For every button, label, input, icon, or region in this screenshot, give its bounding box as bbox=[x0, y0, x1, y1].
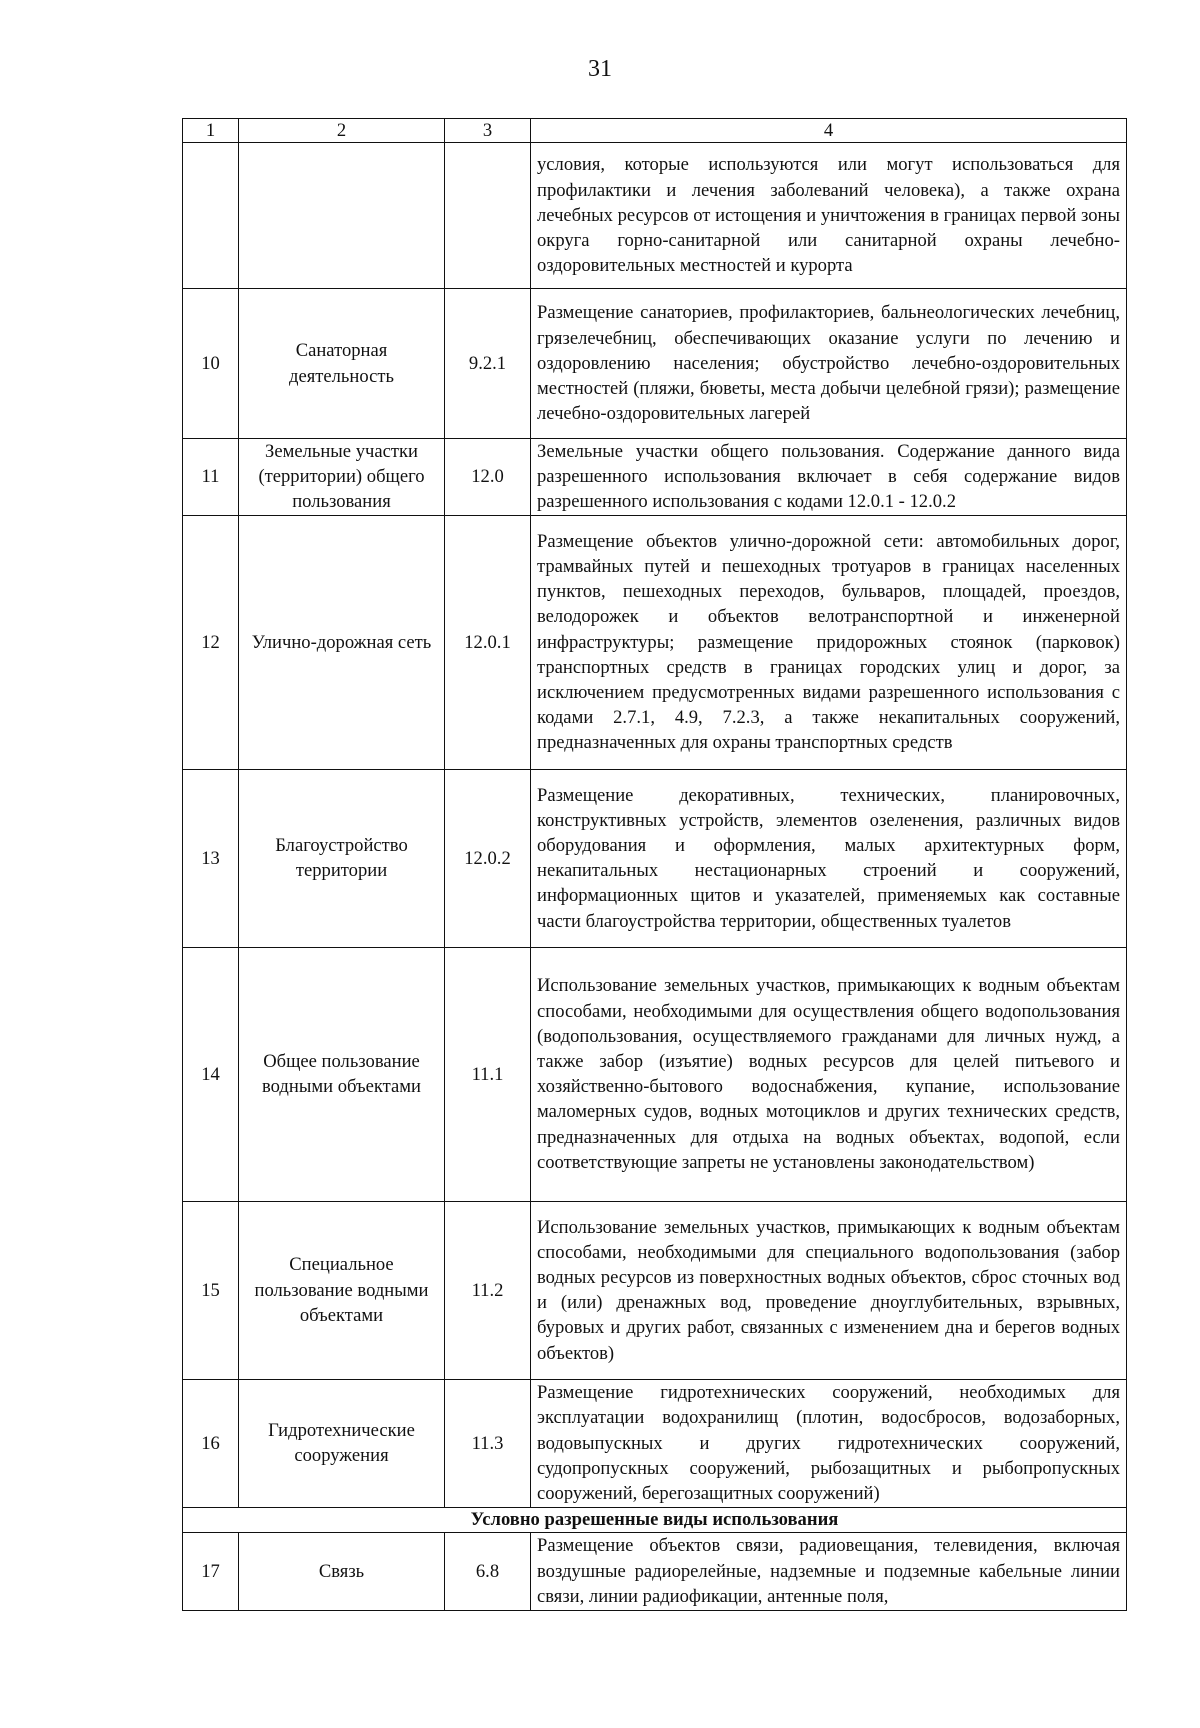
table-row bbox=[183, 1379, 1127, 1507]
row-number: 15 bbox=[183, 1201, 239, 1379]
row-number: 12 bbox=[183, 515, 239, 769]
row-description: условия, которые используются или могут использоваться для профилактики и лечения заболеваний человека), а также охрана лечебных ресурсов от истощения и уничтожения в границах первой зоны округа горно-санитарной или санитарной охраны лечебно-оздоровительных местностей и курорта bbox=[531, 143, 1127, 289]
row-number: 16 bbox=[183, 1379, 239, 1507]
section-row bbox=[183, 1507, 1127, 1532]
row-description: Размещение декоративных, технических, планировочных, конструктивных устройств, элементов озеленения, различных видов оборудования и оформления, малых архитектурных форм, некапитальных нестационарных строений и сооружений, информационных щитов и указателей, применяемых как составные части благоустройства территории, общественных туалетов bbox=[531, 769, 1127, 947]
row-name: Земельные участки (территории) общего пользования bbox=[239, 439, 445, 516]
row-name bbox=[239, 143, 445, 289]
row-code: 12.0 bbox=[445, 439, 531, 516]
row-code: 6.8 bbox=[445, 1532, 531, 1610]
header-col-4: 4 bbox=[531, 119, 1127, 143]
table-row-continuation bbox=[183, 143, 1127, 289]
row-number: 14 bbox=[183, 947, 239, 1201]
table-row bbox=[183, 947, 1127, 1201]
row-number: 13 bbox=[183, 769, 239, 947]
header-row bbox=[183, 119, 1127, 143]
row-number: 10 bbox=[183, 289, 239, 439]
row-code: 11.2 bbox=[445, 1201, 531, 1379]
row-code bbox=[445, 143, 531, 289]
row-number: 17 bbox=[183, 1532, 239, 1610]
row-code: 11.3 bbox=[445, 1379, 531, 1507]
row-code: 9.2.1 bbox=[445, 289, 531, 439]
table-row bbox=[183, 1201, 1127, 1379]
row-description: Земельные участки общего пользования. Содержание данного вида разрешенного использования включает в себя содержание видов разрешенного использования с кодами 12.0.1 - 12.0.2 bbox=[531, 439, 1127, 516]
table-row bbox=[183, 769, 1127, 947]
row-code: 12.0.1 bbox=[445, 515, 531, 769]
row-description: Размещение объектов связи, радиовещания, телевидения, включая воздушные радиорелейные, надземные и подземные кабельные линии связи, линии радиофикации, антенные поля, bbox=[531, 1532, 1127, 1610]
row-name: Специальное пользование водными объектами bbox=[239, 1201, 445, 1379]
row-description: Размещение санаториев, профилакториев, бальнеологических лечебниц, грязелечебниц, обеспечивающих оказание услуги по лечению и оздоровлению населения; обустройство лечебно-оздоровительных местностей (пляжи, бюветы, места добычи целебной грязи); размещение лечебно-оздоровительных лагерей bbox=[531, 289, 1127, 439]
row-code: 11.1 bbox=[445, 947, 531, 1201]
row-number: 11 bbox=[183, 439, 239, 516]
row-name: Санаторная деятельность bbox=[239, 289, 445, 439]
row-description: Размещение гидротехнических сооружений, необходимых для эксплуатации водохранилищ (плотин, водосбросов, водозаборных, водовыпускных и других гидротехнических сооружений, судопропускных сооружений, рыбозащитных и рыбопропускных сооружений, берегозащитных сооружений) bbox=[531, 1379, 1127, 1507]
row-description: Размещение объектов улично-дорожной сети: автомобильных дорог, трамвайных путей и пешеходных тротуаров в границах населенных пунктов, пешеходных переходов, бульваров, площадей, проездов, велодорожек и объектов велотранспортной и инженерной инфраструктуры; размещение придорожных стоянок (парковок) транспортных средств в границах городских улиц и дорог, за исключением предусмотренных видами разрешенного использования с кодами 2.7.1, 4.9, 7.2.3, а также некапитальных сооружений, предназначенных для охраны транспортных средств bbox=[531, 515, 1127, 769]
land-use-table bbox=[182, 118, 1127, 1611]
header-col-3: 3 bbox=[445, 119, 531, 143]
row-description: Использование земельных участков, примыкающих к водным объектам способами, необходимыми для специального водопользования (забор водных ресурсов из поверхностных водных объектов, сброс сточных вод и (или) дренажных вод, проведение дноуглубительных, взрывных, буровых и других работ, связанных с изменением дна и берегов водных объектов) bbox=[531, 1201, 1127, 1379]
page-number: 31 bbox=[588, 56, 612, 82]
table-row bbox=[183, 1532, 1127, 1610]
row-name: Благоустройство территории bbox=[239, 769, 445, 947]
table-row bbox=[183, 289, 1127, 439]
header-col-2: 2 bbox=[239, 119, 445, 143]
row-name: Общее пользование водными объектами bbox=[239, 947, 445, 1201]
header-col-1: 1 bbox=[183, 119, 239, 143]
row-code: 12.0.2 bbox=[445, 769, 531, 947]
row-name: Связь bbox=[239, 1532, 445, 1610]
row-name: Улично-дорожная сеть bbox=[239, 515, 445, 769]
row-name: Гидротехнические сооружения bbox=[239, 1379, 445, 1507]
row-description: Использование земельных участков, примыкающих к водным объектам способами, необходимыми для осуществления общего водопользования (водопользования, осуществляемого гражданами для личных нужд, а также забор (изъятие) водных ресурсов для целей питьевого и хозяйственно-бытового водоснабжения, купание, использование маломерных судов, водных мотоциклов и других технических средств, предназначенных для отдыха на водных объектах, водопой, если соответствующие запреты не установлены законодательством) bbox=[531, 947, 1127, 1201]
section-title: Условно разрешенные виды использования bbox=[183, 1507, 1127, 1532]
table-row bbox=[183, 515, 1127, 769]
row-number bbox=[183, 143, 239, 289]
table-row bbox=[183, 439, 1127, 516]
